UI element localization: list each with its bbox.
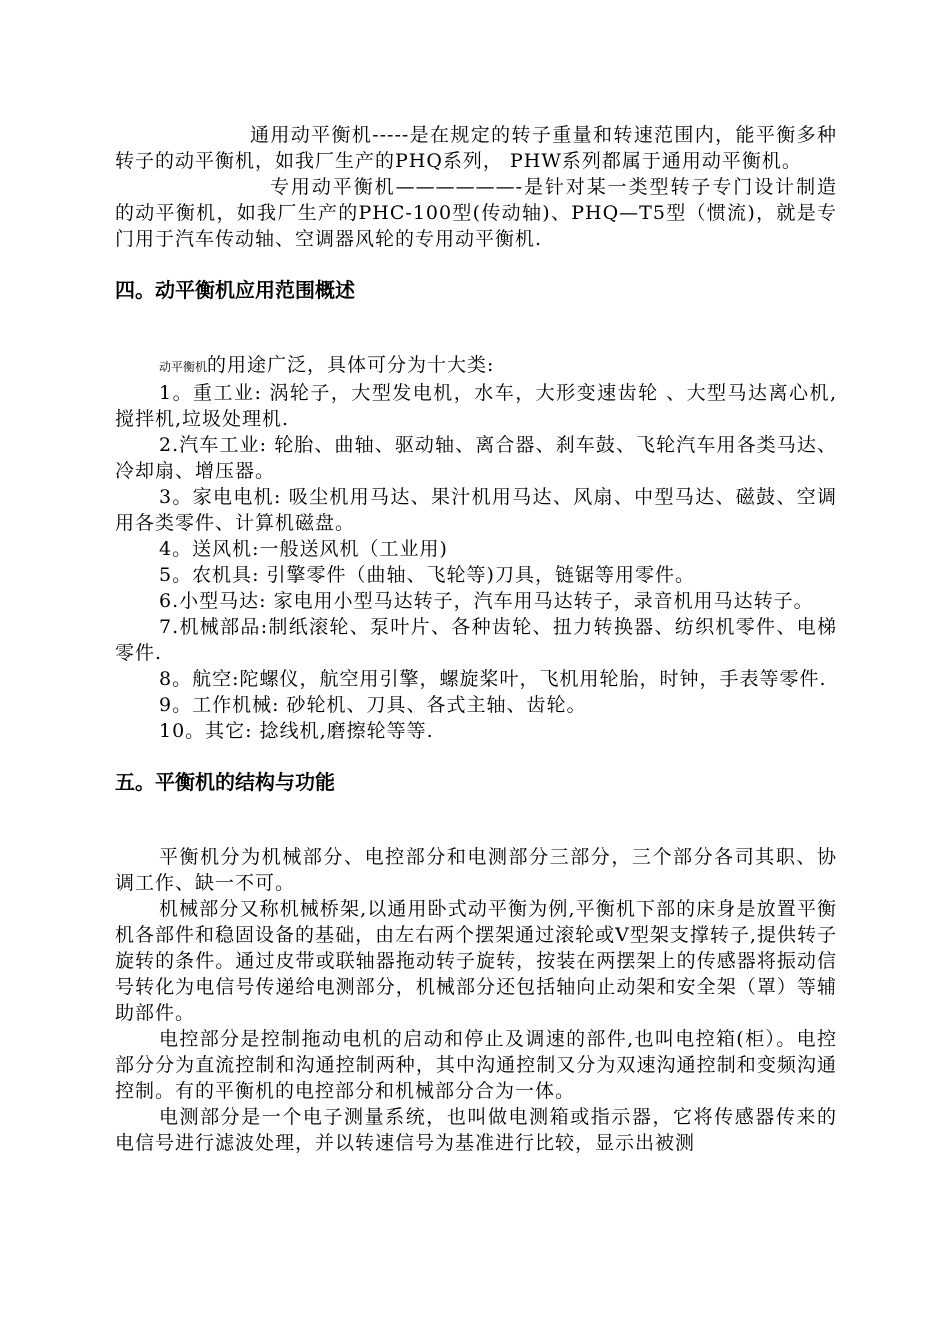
section-4-heading: 四。动平衡机应用范围概述 <box>115 278 355 302</box>
application-item: 6.小型马达: 家电用小型马达转子，汽车用马达转子，录音机用马达转子。 <box>159 590 814 612</box>
application-item: 2.汽车工业: 轮胎、曲轴、驱动轴、离合器、刹车鼓、飞轮汽车用各类马达、冷却扇、增压器。 <box>115 434 837 482</box>
document-page <box>115 122 837 1156</box>
section-4-lead-rest: 的用途广泛，具体可分为十大类: <box>207 354 495 376</box>
structure-paragraph: 电测部分是一个电子测量系统，也叫做电测箱或指示器，它将传感器传来的电信号进行滤波处理，并以转速信号为基准进行比较，显示出被测 <box>115 1106 837 1154</box>
application-item: 9。工作机械: 砂轮机、刀具、各式主轴、齿轮。 <box>159 694 587 716</box>
application-item: 8。航空:陀螺仪，航空用引擎，螺旋桨叶，飞机用轮胎，时钟，手表等零件. <box>159 668 827 690</box>
section-4-lead-small: 动平衡机 <box>159 360 208 374</box>
section-4-lead <box>115 352 837 380</box>
application-item: 7.机械部品:制纸滚轮、泵叶片、各种齿轮、扭力转换器、纺织机零件、电梯零件. <box>115 616 837 664</box>
application-item: 4。送风机:一般送风机（工业用) <box>159 538 448 560</box>
application-item: 1。重工业: 涡轮子，大型发电机，水车，大形变速齿轮 、大型马达离心机,搅拌机,垃圾处理机. <box>115 382 837 430</box>
application-item: 10。其它: 捻线机,磨擦轮等等. <box>159 720 434 742</box>
section-5-heading: 五。平衡机的结构与功能 <box>115 770 335 794</box>
intro-paragraph-special-balancer: 专用动平衡机——————-是针对某一类型转子专门设计制造的动平衡机，如我厂生产的PHC-100型(传动轴)、PHQ—T5型（惯流)，就是专门用于汽车传动轴、空调器风轮的专用动平衡机. <box>115 176 837 250</box>
structure-paragraph: 电控部分是控制拖动电机的启动和停止及调速的部件,也叫电控箱(柜）。电控部分分为直流控制和沟通控制两种，其中沟通控制又分为双速沟通控制和变频沟通控制。有的平衡机的电控部分和机械部分合为一体。 <box>115 1028 837 1102</box>
structure-paragraph: 平衡机分为机械部分、电控部分和电测部分三部分，三个部分各司其职、协调工作、缺一不可。 <box>115 846 837 894</box>
structure-paragraph: 机械部分又称机械桥架,以通用卧式动平衡为例,平衡机下部的床身是放置平衡机各部件和稳固设备的基础，由左右两个摆架通过滚轮或V型架支撑转子,提供转子旋转的条件。通过皮带或联轴器拖动转子旋转，按装在两摆架上的传感器将振动信号转化为电信号传递给电测部分，机械部分还包括轴向止动架和安全架（罩）等辅助部件。 <box>115 898 837 1024</box>
application-item: 3。家电电机: 吸尘机用马达、果汁机用马达、风扇、中型马达、磁鼓、空调用各类零件、计算机磁盘。 <box>115 486 837 534</box>
intro-paragraph-general-balancer: 通用动平衡机-----是在规定的转子重量和转速范围内，能平衡多种转子的动平衡机，如我厂生产的PHQ系列， PHW系列都属于通用动平衡机。 <box>115 124 837 172</box>
application-item: 5。农机具: 引擎零件（曲轴、飞轮等)刀具，链锯等用零件。 <box>159 564 695 586</box>
